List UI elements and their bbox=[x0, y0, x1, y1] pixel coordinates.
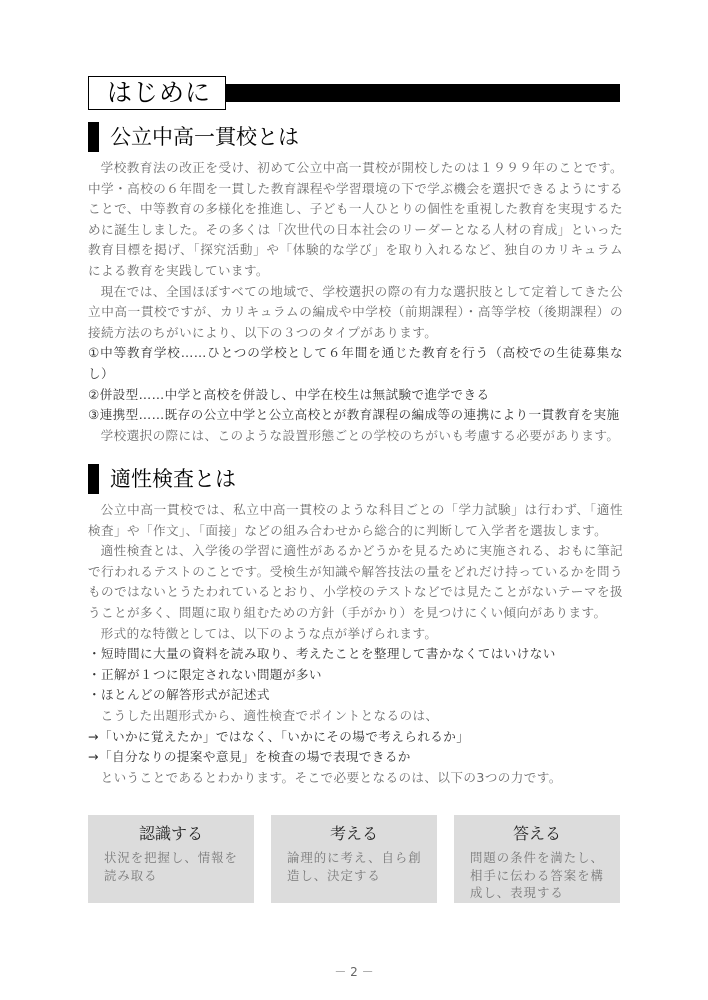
feature-bullet: ・短時間に大量の資料を読み取り、考えたことを整理して書かなくてはいけない bbox=[88, 646, 556, 662]
skill-box-text: 問題の条件を満たし、相手に伝わる答案を構成し、表現する bbox=[470, 850, 604, 900]
section2-paragraph-5: ということであるとわかります。そこで必要となるのは、以下の3つの力です。 bbox=[100, 769, 562, 785]
section2-paragraph-2: 適性検査とは、入学後の学習に適性があるかどうかを見るために実施される、おもに筆記で行われるテストのことです。受検生が知識や解答技法の量をどれだけ持っているかを問うものではないとうたわれているとおり、小学校のテストなどでは見たことがないテーマを扱うことが多く、問題に取り組むための方針（手がかり）を見つけにくい傾向があります。 bbox=[88, 543, 623, 620]
section1-paragraph-1: 学校教育法の改正を受け、初めて公立中高一貫校が開校したのは１９９９年のことです。中学・高校の６年間を一貫した教育課程や学習環境の下で学ぶ機会を選択できるようにすることで、中等教育の多様化を推進し、子ども一人ひとりの個性を重視した教育を実現するために誕生しました。その多くは「次世代の日本社会のリーダーとなる人材の育成」といった教育目標を掲げ、「探究活動」や「体験的な学び」を取り入れるなど、独自のカリキュラムによる教育を実践しています。 bbox=[88, 160, 623, 278]
feature-bullet: ・ほとんどの解答形式が記述式 bbox=[88, 687, 270, 703]
skill-box-title: 考える bbox=[329, 824, 378, 843]
section2-body bbox=[88, 500, 623, 788]
skill-box-text: 論理的に考え、自ら創造し、決定する bbox=[287, 850, 422, 883]
skill-box-recognize bbox=[88, 815, 254, 903]
section2-paragraph-4: こうした出題形式から、適性検査でポイントとなるのは、 bbox=[100, 707, 439, 723]
page-number: － 2 － bbox=[334, 965, 374, 979]
banner-black-bar bbox=[226, 84, 620, 102]
section1-paragraph-3: 学校選択の際には、このような設置形態ごとの学校のちがいも考慮する必要があります。 bbox=[100, 427, 620, 443]
school-type-item: ③連携型……既存の公立中学と公立高校とが教育課程の編成等の連携により一貫教育を実施 bbox=[88, 407, 620, 423]
section1-paragraph-2: 現在では、全国ほぼすべての地域で、学校選択の際の有力な選択肢として定着してきた公立中高一貫校ですが、カリキュラムの編成や中学校（前期課程）・高等学校（後期課程）の接続方法のちがいにより、以下の３つのタイプがあります。 bbox=[88, 283, 623, 340]
skill-box-think bbox=[271, 815, 437, 903]
school-type-item: ①中等教育学校……ひとつの学校として６年間を通じた教育を行う（高校での生徒募集なし） bbox=[88, 345, 623, 381]
section2-paragraph-3: 形式的な特徴としては、以下のような点が挙げられます。 bbox=[100, 625, 438, 641]
intro-banner bbox=[88, 76, 620, 112]
skill-boxes bbox=[88, 815, 620, 903]
banner-title: はじめに bbox=[88, 76, 226, 110]
school-type-item: ②併設型……中学と高校を併設し、中学在校生は無試験で進学できる bbox=[88, 386, 490, 402]
section1-body bbox=[88, 158, 623, 446]
section2-marker bbox=[88, 464, 99, 494]
section2-title: 適性検査とは bbox=[110, 467, 236, 491]
skill-box-title: 認識する bbox=[138, 824, 203, 843]
feature-bullet: ・正解が１つに限定されない問題が多い bbox=[88, 666, 322, 682]
section1-marker bbox=[88, 122, 99, 152]
skill-box-text: 状況を把握し、情報を読み取る bbox=[104, 850, 238, 883]
section2-paragraph-1: 公立中高一貫校では、私立中高一貫校のような科目ごとの「学力試験」は行わず、「適性検査」や「作文」、「面接」などの組み合わせから総合的に判断して入学者を選抜します。 bbox=[88, 502, 623, 538]
key-point-arrow: →「自分なりの提案や意見」を検査の場で表現できるか bbox=[88, 749, 411, 765]
skill-box-answer bbox=[454, 815, 620, 903]
key-point-arrow: →「いかに覚えたか」ではなく、「いかにその場で考えられるか」 bbox=[88, 728, 470, 744]
section1-title: 公立中高一貫校とは bbox=[110, 125, 299, 149]
skill-box-title: 答える bbox=[512, 824, 561, 843]
